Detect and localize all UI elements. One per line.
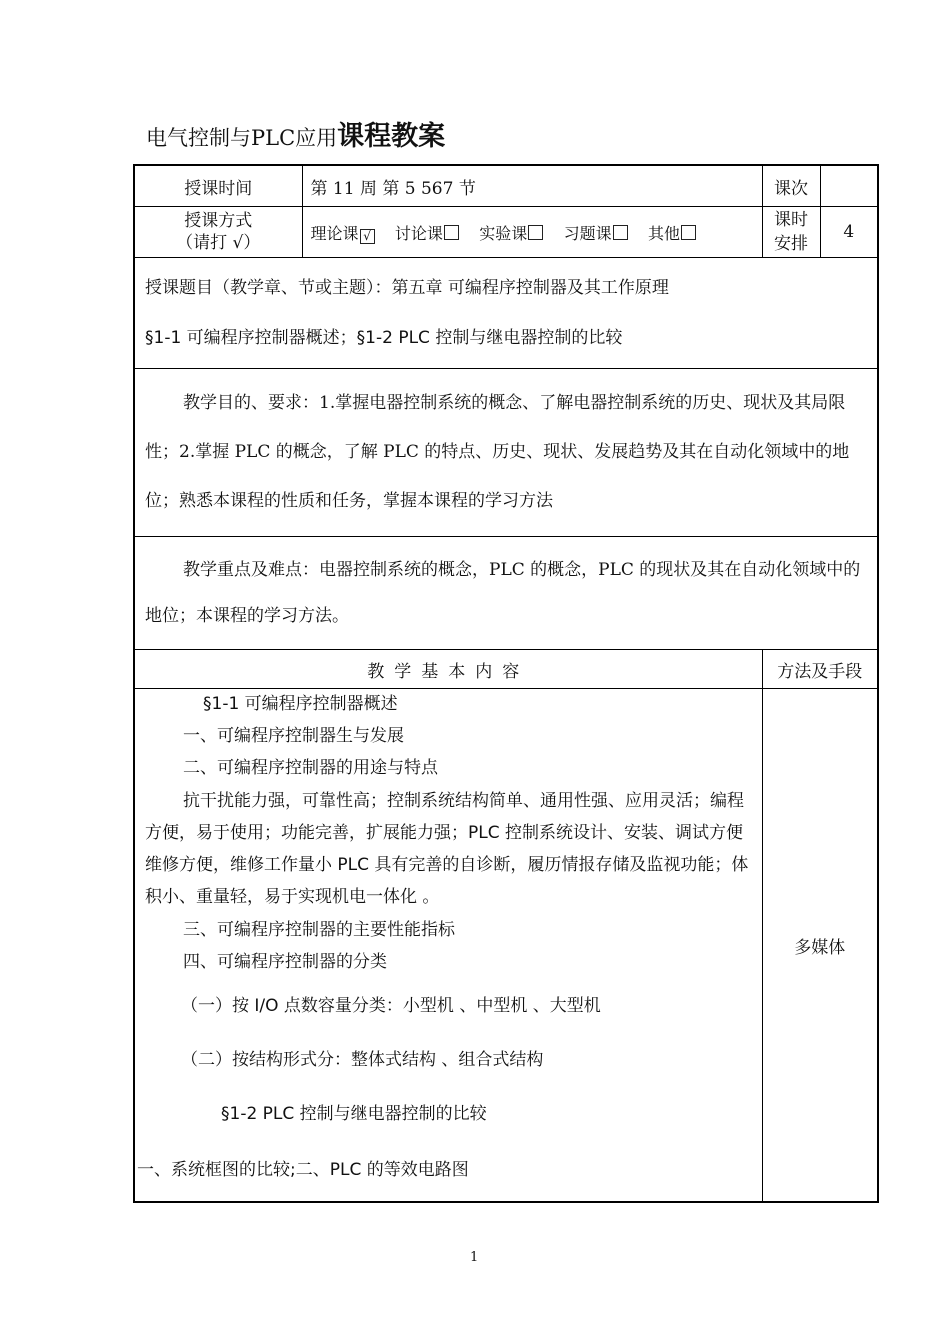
- row-content: [134, 689, 878, 1203]
- option-discussion-checkbox[interactable]: [444, 225, 459, 240]
- content-header-left: 教学基本内容: [134, 650, 762, 689]
- row-time: [134, 165, 878, 207]
- time-label: 授课时间: [134, 165, 302, 207]
- option-exercise-checkbox[interactable]: [613, 225, 628, 240]
- option-theory-label: 理论课: [310, 223, 359, 243]
- option-other-checkbox[interactable]: [681, 225, 696, 240]
- method-label: [134, 207, 302, 258]
- row-method: [134, 207, 878, 258]
- content-subitem-1: （一）按 I/O 点数容量分类：小型机 、中型机 、大型机: [181, 996, 601, 1016]
- hours-label: [762, 207, 820, 258]
- content-heading-3: 三、可编程序控制器的主要性能指标: [183, 920, 455, 940]
- content-heading-1: 一、可编程序控制器生与发展: [183, 726, 404, 746]
- document-title: [146, 114, 445, 153]
- hours-label-line2: 安排: [774, 234, 808, 254]
- content-features-paragraph: 抗干扰能力强，可靠性高；控制系统结构简单、通用性强、应用灵活；编程方便，易于使用；功能完善，扩展能力强；PLC 控制系统设计、安装、调试方便维修方便，维修工作量小 PLC 具有完善的自诊断，履历情报存储及监视功能；体积小、重量轻，易于实现机电一体化 。: [145, 791, 749, 907]
- time-value: 第 11 周 第 5 567 节: [302, 165, 762, 207]
- title-main: 课程教案: [337, 121, 446, 152]
- goals-text: 教学目的、要求：1.掌握电器控制系统的概念、了解电器控制系统的历史、现状及其局限性；2.掌握 PLC 的概念，了解 PLC 的特点、历史、现状、发展趋势及其在自动化领域中的地位；熟悉本课程的性质和任务，掌握本课程的学习方法: [145, 393, 850, 511]
- content-section2-title: §1-2 PLC 控制与继电器控制的比较: [221, 1104, 487, 1124]
- topic-cell: [134, 258, 878, 369]
- option-discussion-label: 讨论课: [394, 223, 443, 243]
- option-exercise-label: 习题课: [563, 223, 612, 243]
- content-final-line: 一、系统框图的比较;二、PLC 的等效电路图: [137, 1160, 469, 1180]
- title-prefix: 电气控制与PLC应用: [146, 126, 338, 150]
- lesson-count-value: [820, 165, 878, 207]
- method-label-line1: 授课方式: [184, 211, 253, 231]
- lesson-plan-table: [133, 164, 879, 1203]
- content-section1-title: §1-1 可编程序控制器概述: [203, 694, 398, 714]
- row-keypoints: [134, 537, 878, 650]
- row-content-header: [134, 650, 878, 689]
- content-cell: [134, 689, 762, 1203]
- row-goals: [134, 369, 878, 537]
- hours-label-line1: 课时: [774, 210, 808, 230]
- topic-line1: 授课题目（教学章、节或主题）：第五章 可编程序控制器及其工作原理: [145, 278, 669, 298]
- page-number: 1: [470, 1250, 479, 1265]
- lesson-count-label: 课次: [762, 165, 820, 207]
- option-experiment-checkbox[interactable]: [528, 225, 543, 240]
- content-heading-4: 四、可编程序控制器的分类: [183, 952, 387, 972]
- content-subitem-2: （二）按结构形式分：整体式结构 、组合式结构: [181, 1050, 544, 1070]
- goals-cell: [134, 369, 878, 537]
- method-options: [302, 207, 762, 258]
- keypoints-text: 教学重点及难点：电器控制系统的概念，PLC 的概念，PLC 的现状及其在自动化领域中的地位；本课程的学习方法。: [145, 560, 861, 626]
- topic-line2: §1-1 可编程序控制器概述；§1-2 PLC 控制与继电器控制的比较: [145, 328, 623, 348]
- option-theory-checkbox[interactable]: √: [360, 229, 375, 244]
- method-label-line2: （请打 √）: [176, 233, 261, 253]
- content-heading-2: 二、可编程序控制器的用途与特点: [183, 758, 438, 778]
- hours-value: 4: [820, 207, 878, 258]
- content-header-right: 方法及手段: [762, 650, 878, 689]
- row-topic: [134, 258, 878, 369]
- option-experiment-label: 实验课: [479, 223, 528, 243]
- keypoints-cell: [134, 537, 878, 650]
- method-value: 多媒体: [762, 689, 878, 1203]
- option-other-label: 其他: [647, 223, 680, 243]
